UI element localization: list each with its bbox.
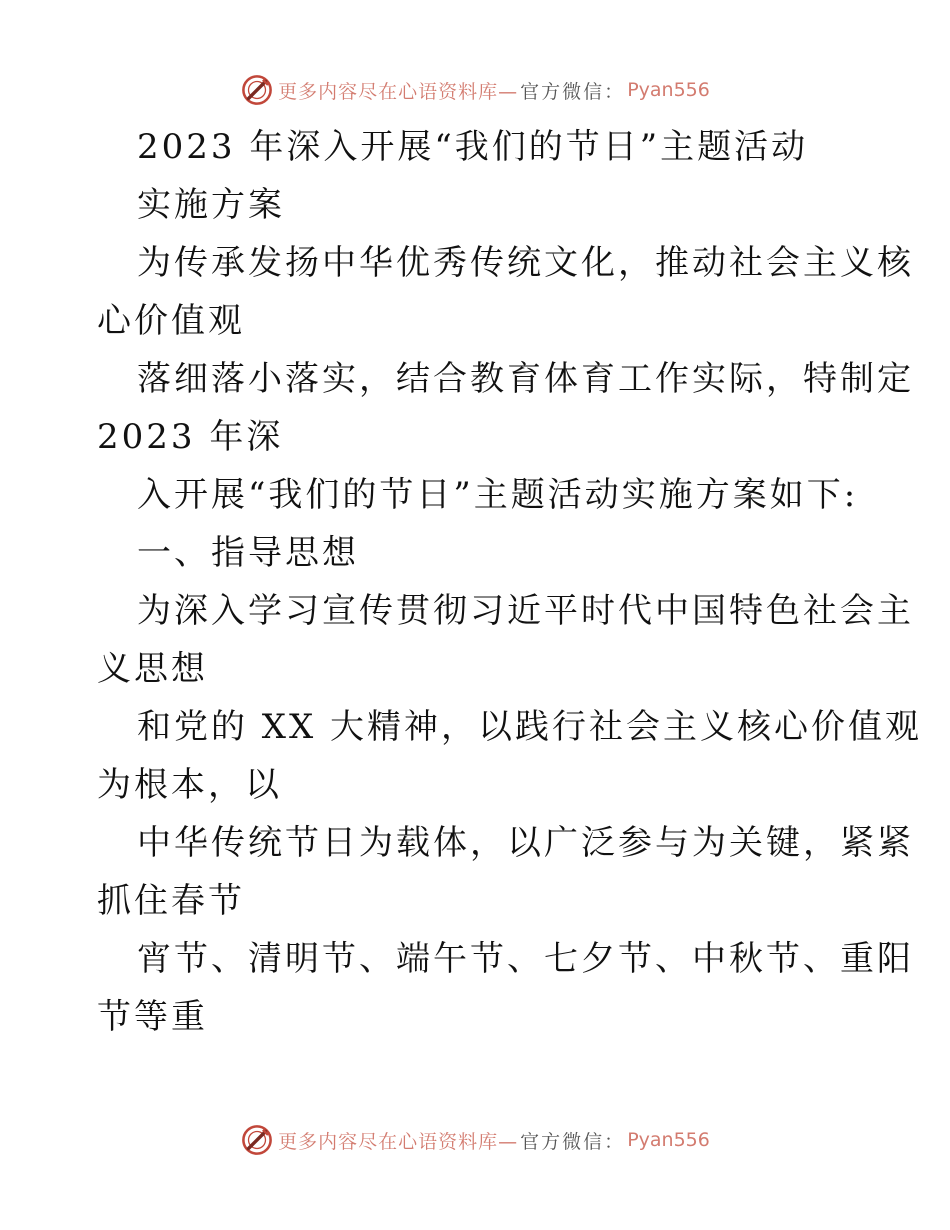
- doc-line: 宵节、清明节、端午节、七夕节、中秋节、重阳: [137, 939, 914, 979]
- doc-line: 落细落小落实，结合教育体育工作实际，特制定: [137, 359, 914, 399]
- doc-line: 2023 年深: [97, 417, 284, 457]
- doc-line: 为根本，以: [97, 765, 282, 805]
- document-body: [97, 118, 923, 1046]
- header-wechat-label: 官方微信：: [520, 80, 626, 103]
- doc-line: 和党的 XX 大精神，以践行社会主义核心价值观: [137, 707, 923, 747]
- footer-banner-text: 更多内容尽在心语资料库—: [278, 1130, 519, 1153]
- doc-line: 为深入学习宣传贯彻习近平时代中国特色社会主: [137, 591, 914, 631]
- doc-line: 心价值观: [97, 301, 245, 341]
- doc-line: 为传承发扬中华优秀传统文化，推动社会主义核: [137, 243, 914, 283]
- header-wechat-id: Pyan556: [627, 79, 710, 101]
- section-heading: 一、指导思想: [137, 533, 359, 573]
- doc-line: 抓住春节: [97, 881, 245, 921]
- doc-line: 节等重: [97, 997, 208, 1037]
- footer-wechat-label: 官方微信：: [520, 1130, 626, 1153]
- brand-logo-icon: [240, 73, 274, 107]
- doc-line: 中华传统节日为载体，以广泛参与为关键，紧紧: [137, 823, 914, 863]
- doc-line: 实施方案: [137, 185, 285, 225]
- header-banner-text: 更多内容尽在心语资料库—: [278, 80, 519, 103]
- doc-line: 义思想: [97, 649, 208, 689]
- footer-banner: [0, 1120, 950, 1160]
- brand-logo-icon: [240, 1123, 274, 1157]
- footer-wechat-id: Pyan556: [627, 1129, 710, 1151]
- doc-line: 入开展“我们的节日”主题活动实施方案如下:: [137, 475, 859, 515]
- doc-line: 2023 年深入开展“我们的节日”主题活动: [137, 127, 809, 167]
- header-banner: [0, 70, 950, 110]
